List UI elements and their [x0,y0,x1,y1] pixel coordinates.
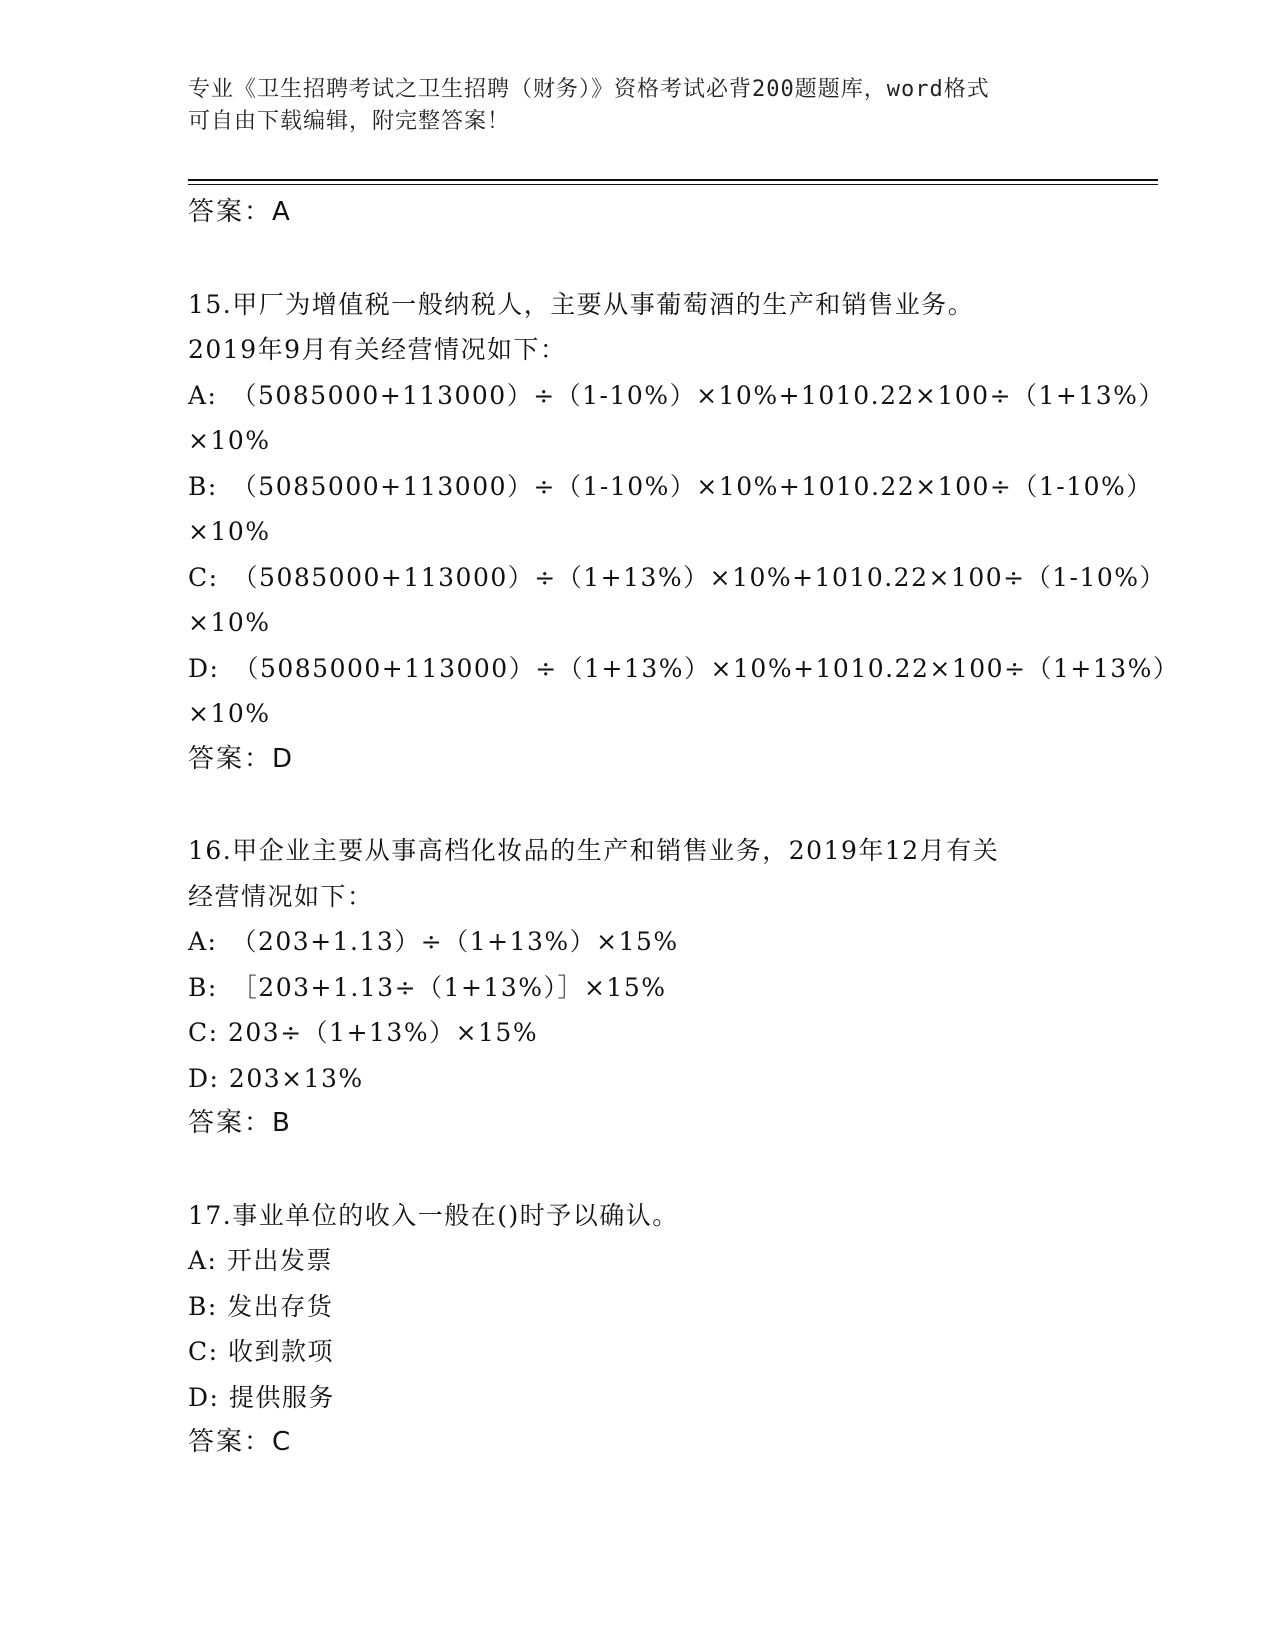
option-d: D: 203×13% [188,1063,364,1093]
option-b: B: 发出存货 [188,1291,334,1321]
previous-answer: 答案：A [188,197,292,227]
option-c: C: （5085000+113000）÷（1+13%）×10%+1010.22×100÷（1-10%） [188,562,1167,592]
question-stem: 15.甲厂为增值税一般纳税人，主要从事葡萄酒的生产和销售业务。 [188,289,975,319]
option-a: A: （5085000+113000）÷（1-10%）×10%+1010.22×100÷（1+13%） [188,380,1165,410]
header-line-2: 可自由下载编辑，附完整答案！ [188,109,511,134]
option-c: C: 收到款项 [188,1337,334,1366]
question-stem: 17.事业单位的收入一般在()时予以确认。 [188,1200,679,1230]
question-stem: 2019年9月有关经营情况如下： [188,335,567,364]
option-a-cont: ×10% [188,426,271,455]
answer: 答案：D [188,743,295,774]
option-b-cont: ×10% [188,517,271,546]
page-header [188,74,1078,138]
spacer [188,1147,1148,1193]
question-stem: 经营情况如下： [188,881,374,911]
option-c: C: 203÷（1+13%）×15% [188,1018,539,1047]
header-rule-thick [188,179,1158,181]
option-a: A: 开出发票 [188,1246,333,1275]
option-c-cont: ×10% [188,608,271,637]
header-rule-thin [188,184,1158,185]
spacer [188,236,1148,282]
option-d: D: 提供服务 [188,1382,335,1412]
header-line-1: 专业《卫生招聘考试之卫生招聘（财务）》资格考试必背200题题库，word格式 [188,77,990,102]
question-stem: 16.甲企业主要从事高档化妆品的生产和销售业务，2019年12月有关 [188,836,1000,865]
spacer [188,782,1148,828]
answer: 答案：B [188,1108,292,1138]
option-b: B: ［203+1.13÷（1+13%）］×15% [188,972,667,1002]
question-15 [188,282,1180,783]
option-a: A: （203+1.13）÷（1+13%）×15% [188,927,679,956]
option-d-cont: ×10% [188,699,271,728]
answer: 答案：C [188,1427,293,1457]
option-b: B: （5085000+113000）÷（1-10%）×10%+1010.22×100÷（1-10%） [188,471,1153,501]
question-16 [188,828,1148,1147]
question-list [188,190,1180,1466]
question-17 [188,1193,1148,1466]
option-d: D: （5085000+113000）÷（1+13%）×10%+1010.22×100÷（1+13%） [188,653,1180,683]
